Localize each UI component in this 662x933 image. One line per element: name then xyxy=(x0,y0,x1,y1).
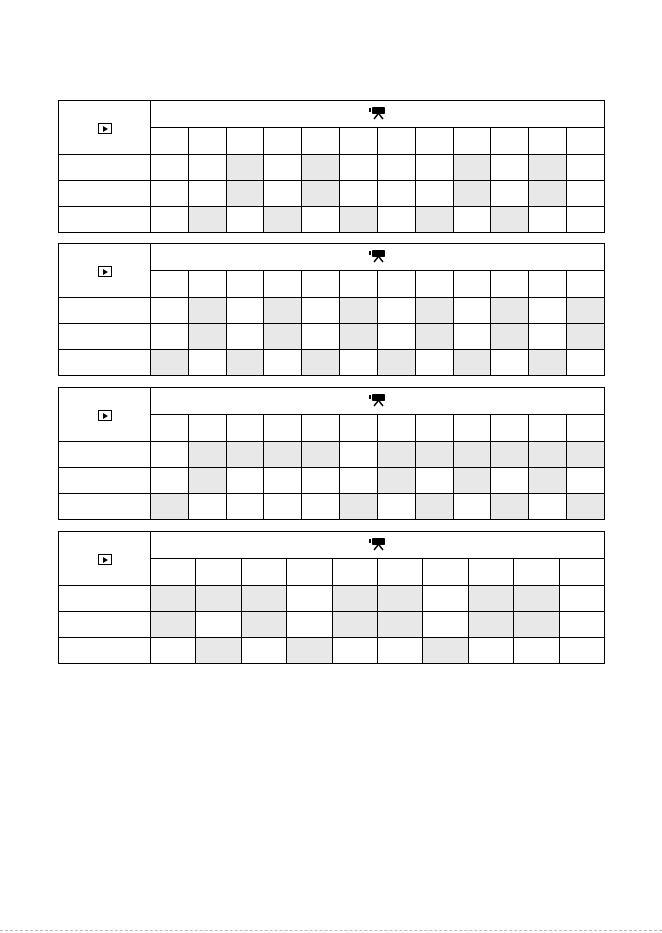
header-camera-cell xyxy=(151,244,605,271)
blank-cell xyxy=(377,324,415,350)
blank-cell xyxy=(377,638,422,664)
column-header-cell xyxy=(529,271,567,298)
shaded-cell xyxy=(264,298,302,324)
blank-cell xyxy=(491,181,529,207)
shaded-cell xyxy=(453,181,491,207)
shaded-cell xyxy=(514,612,559,638)
column-header-cell xyxy=(226,415,264,442)
blank-cell xyxy=(302,298,340,324)
blank-cell xyxy=(377,155,415,181)
column-header-cell xyxy=(529,415,567,442)
shaded-cell xyxy=(567,298,605,324)
shaded-cell xyxy=(529,155,567,181)
column-header-cell xyxy=(415,128,453,155)
blank-cell xyxy=(287,586,332,612)
shaded-cell xyxy=(188,468,226,494)
shaded-cell xyxy=(340,298,378,324)
blank-cell xyxy=(241,638,286,664)
shaded-cell xyxy=(415,207,453,233)
shaded-cell xyxy=(491,324,529,350)
blank-cell xyxy=(226,207,264,233)
blank-cell xyxy=(491,155,529,181)
blank-cell xyxy=(226,468,264,494)
play-icon xyxy=(98,554,112,565)
blank-cell xyxy=(340,350,378,376)
table-row xyxy=(59,468,605,494)
column-header-cell xyxy=(151,128,189,155)
column-header-cell xyxy=(514,559,559,586)
column-header-cell xyxy=(264,128,302,155)
blank-cell xyxy=(377,494,415,520)
blank-cell xyxy=(415,155,453,181)
shaded-cell xyxy=(377,350,415,376)
blank-cell xyxy=(264,181,302,207)
row-label-cell xyxy=(59,207,151,233)
blank-cell xyxy=(332,638,377,664)
blank-cell xyxy=(196,612,241,638)
shaded-cell xyxy=(529,468,567,494)
blank-cell xyxy=(559,638,604,664)
column-header-cell xyxy=(340,271,378,298)
shaded-cell xyxy=(264,442,302,468)
row-label-cell xyxy=(59,324,151,350)
shaded-cell xyxy=(151,586,196,612)
grid-table-2 xyxy=(58,243,605,376)
column-header-cell xyxy=(264,415,302,442)
blank-cell xyxy=(529,324,567,350)
blank-cell xyxy=(567,181,605,207)
blank-cell xyxy=(188,494,226,520)
shaded-cell xyxy=(196,586,241,612)
shaded-cell xyxy=(188,207,226,233)
shaded-cell xyxy=(567,324,605,350)
row-label-cell xyxy=(59,612,151,638)
column-header-cell xyxy=(377,559,422,586)
table-row xyxy=(59,350,605,376)
shaded-cell xyxy=(491,298,529,324)
blank-cell xyxy=(529,207,567,233)
column-header-cell xyxy=(453,271,491,298)
table-row xyxy=(59,586,605,612)
blank-cell xyxy=(188,350,226,376)
shaded-cell xyxy=(226,181,264,207)
movie-camera-icon xyxy=(369,248,387,267)
row-label-cell xyxy=(59,442,151,468)
column-header-cell xyxy=(151,271,189,298)
shaded-cell xyxy=(188,298,226,324)
row-label-cell xyxy=(59,298,151,324)
blank-cell xyxy=(340,468,378,494)
column-header-cell xyxy=(151,559,196,586)
shaded-cell xyxy=(226,442,264,468)
column-header-cell xyxy=(196,559,241,586)
blank-cell xyxy=(287,612,332,638)
column-header-cell xyxy=(287,559,332,586)
shaded-cell xyxy=(188,324,226,350)
blank-cell xyxy=(567,207,605,233)
table-row xyxy=(59,181,605,207)
row-label-cell xyxy=(59,155,151,181)
shaded-cell xyxy=(302,350,340,376)
blank-cell xyxy=(151,468,189,494)
column-header-cell xyxy=(241,559,286,586)
blank-cell xyxy=(567,350,605,376)
blank-cell xyxy=(377,298,415,324)
blank-cell xyxy=(491,350,529,376)
blank-cell xyxy=(302,468,340,494)
row-label-cell xyxy=(59,494,151,520)
column-header-cell xyxy=(567,415,605,442)
shaded-cell xyxy=(491,494,529,520)
blank-cell xyxy=(377,181,415,207)
column-header-cell xyxy=(302,271,340,298)
header-camera-cell xyxy=(151,532,605,559)
grid-table-1 xyxy=(58,100,605,233)
shaded-cell xyxy=(514,586,559,612)
header-play-cell xyxy=(59,101,151,155)
blank-cell xyxy=(302,494,340,520)
blank-cell xyxy=(340,442,378,468)
blank-cell xyxy=(340,155,378,181)
blank-cell xyxy=(529,298,567,324)
table-row xyxy=(59,298,605,324)
blank-cell xyxy=(151,638,196,664)
column-header-cell xyxy=(567,128,605,155)
blank-cell xyxy=(567,468,605,494)
shaded-cell xyxy=(567,442,605,468)
row-label-cell xyxy=(59,350,151,376)
row-label-cell xyxy=(59,638,151,664)
shaded-cell xyxy=(332,612,377,638)
shaded-cell xyxy=(415,442,453,468)
shaded-cell xyxy=(415,324,453,350)
blank-cell xyxy=(453,324,491,350)
shaded-cell xyxy=(302,181,340,207)
shaded-cell xyxy=(264,324,302,350)
movie-camera-icon xyxy=(369,105,387,124)
shaded-cell xyxy=(377,586,422,612)
shaded-cell xyxy=(468,586,513,612)
table-row xyxy=(59,494,605,520)
column-header-cell xyxy=(151,415,189,442)
row-label-cell xyxy=(59,468,151,494)
column-header-cell xyxy=(491,415,529,442)
table-row xyxy=(59,612,605,638)
blank-cell xyxy=(264,494,302,520)
blank-cell xyxy=(559,586,604,612)
blank-cell xyxy=(151,298,189,324)
blank-cell xyxy=(491,468,529,494)
blank-cell xyxy=(302,324,340,350)
blank-cell xyxy=(226,324,264,350)
blank-cell xyxy=(415,350,453,376)
row-label-cell xyxy=(59,181,151,207)
blank-cell xyxy=(264,468,302,494)
column-header-cell xyxy=(529,128,567,155)
blank-cell xyxy=(188,181,226,207)
blank-cell xyxy=(559,612,604,638)
blank-cell xyxy=(226,494,264,520)
blank-cell xyxy=(151,181,189,207)
shaded-cell xyxy=(377,442,415,468)
grid-table-3 xyxy=(58,387,605,520)
blank-cell xyxy=(423,586,468,612)
shaded-cell xyxy=(287,638,332,664)
shaded-cell xyxy=(188,442,226,468)
shaded-cell xyxy=(423,638,468,664)
page-bottom-edge xyxy=(0,930,662,931)
shaded-cell xyxy=(529,350,567,376)
grid-table-4 xyxy=(58,531,605,664)
blank-cell xyxy=(188,155,226,181)
column-header-cell xyxy=(453,128,491,155)
blank-cell xyxy=(151,155,189,181)
shaded-cell xyxy=(491,207,529,233)
blank-cell xyxy=(514,638,559,664)
shaded-cell xyxy=(241,586,286,612)
blank-cell xyxy=(151,442,189,468)
blank-cell xyxy=(226,298,264,324)
column-header-cell xyxy=(340,128,378,155)
blank-cell xyxy=(468,638,513,664)
blank-cell xyxy=(453,494,491,520)
shaded-cell xyxy=(340,207,378,233)
column-header-cell xyxy=(423,559,468,586)
column-header-cell xyxy=(188,271,226,298)
blank-cell xyxy=(453,298,491,324)
blank-cell xyxy=(151,207,189,233)
column-header-cell xyxy=(302,128,340,155)
table-row xyxy=(59,324,605,350)
shaded-cell xyxy=(340,324,378,350)
shaded-cell xyxy=(453,350,491,376)
blank-cell xyxy=(151,324,189,350)
blank-cell xyxy=(302,207,340,233)
blank-cell xyxy=(529,494,567,520)
shaded-cell xyxy=(151,612,196,638)
shaded-cell xyxy=(377,468,415,494)
play-icon xyxy=(98,410,112,421)
column-header-cell xyxy=(468,559,513,586)
blank-cell xyxy=(377,207,415,233)
shaded-cell xyxy=(226,155,264,181)
blank-cell xyxy=(340,181,378,207)
row-label-cell xyxy=(59,586,151,612)
column-header-cell xyxy=(559,559,604,586)
column-header-cell xyxy=(302,415,340,442)
shaded-cell xyxy=(529,181,567,207)
shaded-cell xyxy=(264,207,302,233)
play-icon xyxy=(98,123,112,134)
shaded-cell xyxy=(196,638,241,664)
column-header-cell xyxy=(226,128,264,155)
shaded-cell xyxy=(377,612,422,638)
shaded-cell xyxy=(151,494,189,520)
shaded-cell xyxy=(453,155,491,181)
column-header-cell xyxy=(264,271,302,298)
blank-cell xyxy=(567,155,605,181)
table-row xyxy=(59,155,605,181)
shaded-cell xyxy=(151,350,189,376)
shaded-cell xyxy=(302,442,340,468)
column-header-cell xyxy=(567,271,605,298)
header-play-cell xyxy=(59,388,151,442)
header-play-cell xyxy=(59,244,151,298)
column-header-cell xyxy=(188,415,226,442)
table-row xyxy=(59,207,605,233)
column-header-cell xyxy=(491,128,529,155)
column-header-cell xyxy=(415,415,453,442)
blank-cell xyxy=(415,181,453,207)
header-camera-cell xyxy=(151,101,605,128)
column-header-cell xyxy=(453,415,491,442)
shaded-cell xyxy=(453,442,491,468)
column-header-cell xyxy=(226,271,264,298)
blank-cell xyxy=(453,207,491,233)
shaded-cell xyxy=(567,494,605,520)
movie-camera-icon xyxy=(369,392,387,411)
shaded-cell xyxy=(529,442,567,468)
column-header-cell xyxy=(377,128,415,155)
blank-cell xyxy=(415,468,453,494)
table-row xyxy=(59,442,605,468)
movie-camera-icon xyxy=(369,536,387,555)
blank-cell xyxy=(423,612,468,638)
table-row xyxy=(59,638,605,664)
blank-cell xyxy=(264,155,302,181)
shaded-cell xyxy=(241,612,286,638)
column-header-cell xyxy=(491,271,529,298)
shaded-cell xyxy=(415,298,453,324)
shaded-cell xyxy=(468,612,513,638)
column-header-cell xyxy=(340,415,378,442)
header-camera-cell xyxy=(151,388,605,415)
shaded-cell xyxy=(491,442,529,468)
column-header-cell xyxy=(188,128,226,155)
column-header-cell xyxy=(415,271,453,298)
shaded-cell xyxy=(340,494,378,520)
shaded-cell xyxy=(415,494,453,520)
blank-cell xyxy=(264,350,302,376)
column-header-cell xyxy=(377,271,415,298)
shaded-cell xyxy=(453,468,491,494)
column-header-cell xyxy=(332,559,377,586)
shaded-cell xyxy=(332,586,377,612)
header-play-cell xyxy=(59,532,151,586)
shaded-cell xyxy=(226,350,264,376)
play-icon xyxy=(98,266,112,277)
column-header-cell xyxy=(377,415,415,442)
shaded-cell xyxy=(302,155,340,181)
